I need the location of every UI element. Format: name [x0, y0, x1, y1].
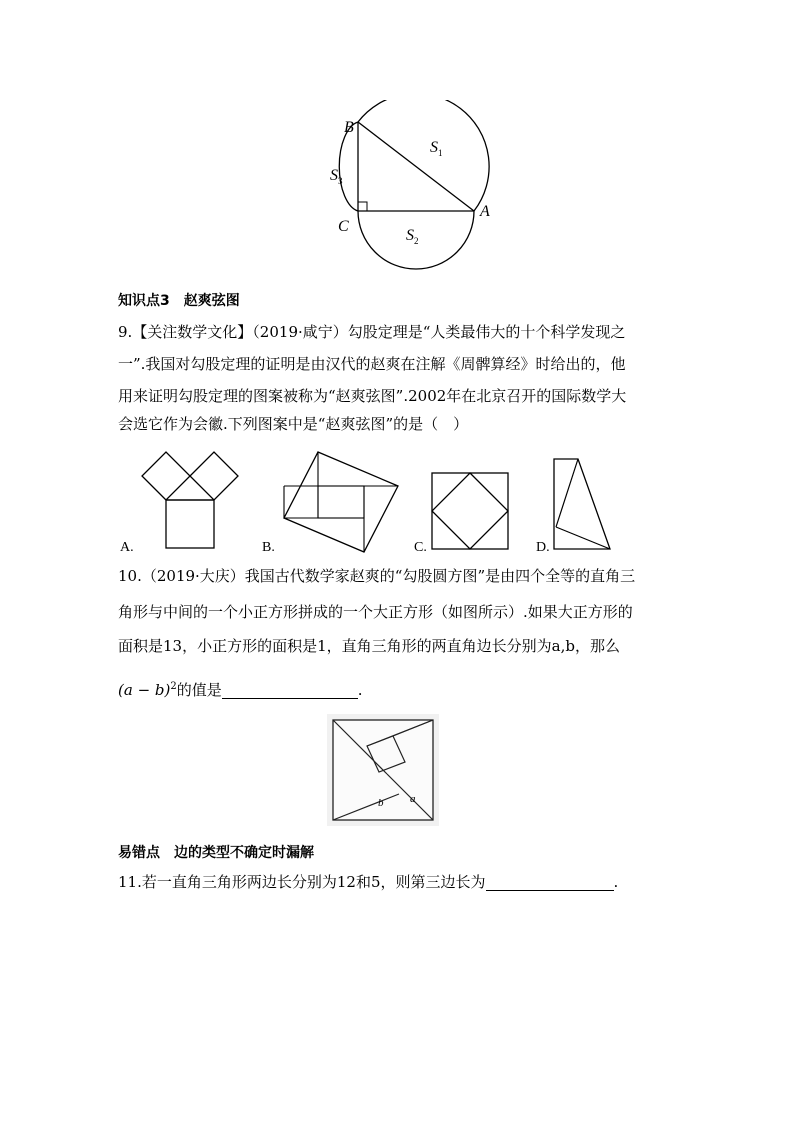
label-s1: $S_1$	[430, 139, 443, 158]
label-b-fig: b	[378, 797, 384, 809]
zhao-shuang-figure	[327, 714, 439, 826]
option-b-figure	[280, 450, 400, 554]
right-angle-mark	[358, 202, 367, 211]
label-s3: $S_3$	[330, 167, 343, 186]
q9-line4: 会选它作为会徽.下列图案中是“赵爽弦图”的是（ ）	[118, 415, 469, 433]
q10-line2: 角形与中间的一个小正方形拼成的一个大正方形（如图所示）.如果大正方形的	[118, 603, 633, 621]
q10-expression: (a − b)	[118, 681, 171, 699]
q9-line3: 用来证明勾股定理的图案被称为“赵爽弦图”.2002年在北京召开的国际数学大	[118, 387, 627, 405]
q10-tail: 的值是	[176, 681, 222, 699]
q10-line4	[118, 670, 363, 707]
q11-text: 11.若一直角三角形两边长分别为12和5，则第三边长为	[118, 873, 486, 891]
label-b: B	[344, 119, 354, 136]
figure-semicircles	[300, 100, 510, 280]
side-ab	[358, 122, 474, 211]
option-c-figure	[428, 470, 512, 552]
q11-answer-blank[interactable]	[486, 872, 614, 891]
option-c-label[interactable]: C.	[414, 540, 427, 555]
label-a: A	[480, 203, 490, 220]
option-d-figure	[550, 455, 614, 553]
option-b-label[interactable]: B.	[262, 540, 275, 555]
q11-period: .	[613, 873, 619, 891]
label-a-fig: a	[410, 793, 416, 805]
semicircle-s1	[358, 100, 489, 211]
q10-answer-blank[interactable]	[222, 680, 358, 699]
option-a-label[interactable]: A.	[120, 540, 134, 555]
section-heading-3: 知识点3 赵爽弦图	[118, 293, 240, 309]
q11-line	[118, 866, 618, 899]
section-heading-error: 易错点 边的类型不确定时漏解	[118, 845, 314, 861]
option-a-figure	[138, 450, 254, 550]
label-s2: $S_2$	[406, 227, 419, 246]
q10-period: .	[357, 681, 363, 699]
q10-exponent: 2	[170, 681, 177, 692]
q9-line2: 一”.我国对勾股定理的证明是由汉代的赵爽在注解《周髀算经》时给出的，他	[118, 355, 626, 373]
q9-line1: 9.【关注数学文化】（2019·咸宁）勾股定理是“人类最伟大的十个科学发现之	[118, 323, 626, 341]
option-d-label[interactable]: D.	[536, 540, 550, 555]
q10-line3: 面积是13，小正方形的面积是1，直角三角形的两直角边长分别为a,b，那么	[118, 637, 620, 655]
q10-line1: 10.（2019·大庆）我国古代数学家赵爽的“勾股圆方图”是由四个全等的直角三	[118, 567, 636, 585]
label-c: C	[338, 218, 349, 235]
